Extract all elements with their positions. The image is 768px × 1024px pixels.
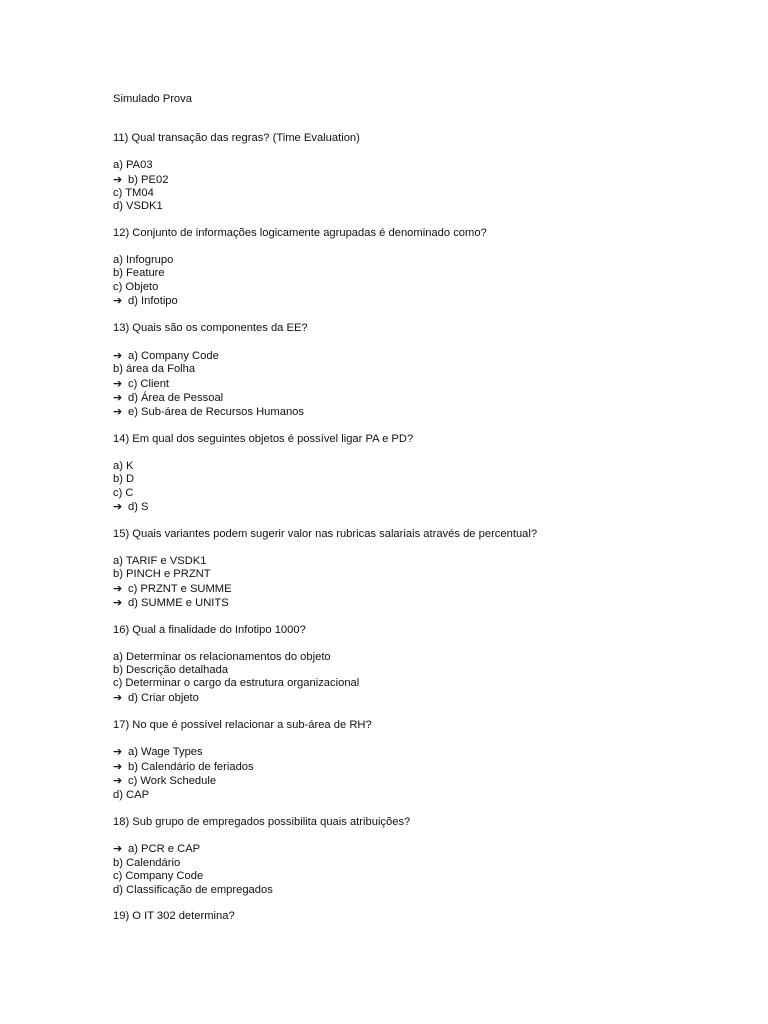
- question-block: [113, 624, 713, 705]
- answer-option: [113, 677, 713, 690]
- answer-option-text: a) Company Code: [128, 349, 219, 362]
- question-block: [113, 719, 713, 802]
- answer-option: [113, 760, 713, 774]
- answer-option: [113, 391, 713, 405]
- arrow-right-icon: ➔: [113, 172, 123, 186]
- answer-option: [113, 568, 713, 581]
- arrow-right-icon: ➔: [113, 842, 123, 856]
- answer-option-text: c) TM04: [113, 187, 154, 200]
- answer-option-text: b) PINCH e PRZNT: [113, 568, 211, 581]
- answer-option: [113, 267, 713, 280]
- answer-option-text: d) CAP: [113, 788, 150, 801]
- answer-option-text: b) área da Folha: [113, 363, 196, 376]
- answer-option: [113, 281, 713, 294]
- answer-option-text: d) Criar objeto: [128, 691, 199, 704]
- question-list: [113, 132, 713, 923]
- answer-option: [113, 377, 713, 391]
- answer-option-text: a) Determinar os relacionamentos do objeto: [113, 650, 331, 663]
- answer-option: [113, 460, 713, 473]
- answer-option: [113, 870, 713, 883]
- answer-option-text: a) Wage Types: [128, 746, 203, 759]
- answer-option: [113, 187, 713, 200]
- arrow-right-icon: ➔: [113, 596, 123, 610]
- question-text: 17) No que é possível relacionar a sub-área de RH?: [113, 718, 372, 731]
- answer-option: [113, 500, 713, 514]
- answer-option-text: c) Determinar o cargo da estrutura organizacional: [113, 677, 360, 690]
- answer-option-text: c) C: [113, 486, 134, 499]
- answer-option: [113, 200, 713, 213]
- question-block: [113, 132, 713, 213]
- question-text: 14) Em qual dos seguintes objetos é possível ligar PA e PD?: [113, 433, 414, 446]
- answer-option: [113, 596, 713, 610]
- answer-option: [113, 857, 713, 870]
- document-page: [113, 93, 713, 937]
- arrow-right-icon: ➔: [113, 391, 123, 405]
- answer-option: [113, 405, 713, 419]
- arrow-right-icon: ➔: [113, 745, 123, 759]
- answer-option: [113, 349, 713, 363]
- answer-option-text: e) Sub-área de Recursos Humanos: [128, 406, 304, 419]
- question-text: 15) Quais variantes podem sugerir valor nas rubricas salariais através de percentual?: [113, 528, 538, 541]
- answer-option-text: c) PRZNT e SUMME: [128, 582, 232, 595]
- answer-option-text: d) Infotipo: [128, 295, 178, 308]
- answer-option-text: b) PE02: [128, 173, 169, 186]
- arrow-right-icon: ➔: [113, 405, 123, 419]
- arrow-right-icon: ➔: [113, 294, 123, 308]
- arrow-right-icon: ➔: [113, 348, 123, 362]
- answer-option-text: c) Work Schedule: [128, 775, 217, 788]
- answer-option: [113, 254, 713, 267]
- answer-option: [113, 582, 713, 596]
- question-text: 18) Sub grupo de empregados possibilita quais atribuições?: [113, 815, 411, 828]
- question-text: 16) Qual a finalidade do Infotipo 1000?: [113, 623, 306, 636]
- answer-option-text: a) K: [113, 460, 134, 473]
- arrow-right-icon: ➔: [113, 690, 123, 704]
- answer-option: [113, 555, 713, 568]
- answer-option-text: d) VSDK1: [113, 200, 163, 213]
- answer-option: [113, 842, 713, 856]
- answer-option-text: b) Descrição detalhada: [113, 664, 229, 677]
- answer-option: [113, 691, 713, 705]
- answer-option-text: d) Área de Pessoal: [128, 392, 224, 405]
- answer-option-text: d) Classificação de empregados: [113, 883, 273, 896]
- answer-option-text: c) Objeto: [113, 280, 159, 293]
- answer-option: [113, 487, 713, 500]
- question-block: [113, 910, 713, 923]
- question-text: 19) O IT 302 determina?: [113, 910, 235, 923]
- document-title: Simulado Prova: [113, 93, 192, 105]
- answer-option: [113, 651, 713, 664]
- answer-option: [113, 745, 713, 759]
- answer-option: [113, 884, 713, 897]
- arrow-right-icon: ➔: [113, 376, 123, 390]
- question-block: [113, 528, 713, 610]
- answer-option: [113, 789, 713, 802]
- answer-option-text: a) PCR e CAP: [128, 843, 201, 856]
- arrow-right-icon: ➔: [113, 759, 123, 773]
- answer-option: [113, 363, 713, 376]
- question-block: [113, 322, 713, 420]
- answer-option-text: a) TARIF e VSDK1: [113, 554, 207, 567]
- answer-option-text: a) Infogrupo: [113, 254, 174, 267]
- question-text: 12) Conjunto de informações logicamente agrupadas é denominado como?: [113, 227, 487, 240]
- arrow-right-icon: ➔: [113, 774, 123, 788]
- question-block: [113, 816, 713, 897]
- answer-option-text: b) Calendário de feriados: [128, 760, 254, 773]
- answer-option-text: d) S: [128, 501, 149, 514]
- answer-option: [113, 664, 713, 677]
- answer-option-text: d) SUMME e UNITS: [128, 597, 229, 610]
- answer-option-text: a) PA03: [113, 159, 153, 172]
- answer-option: [113, 294, 713, 308]
- question-block: [113, 227, 713, 308]
- answer-option: [113, 774, 713, 788]
- question-text: 13) Quais são os componentes da EE?: [113, 322, 308, 335]
- arrow-right-icon: ➔: [113, 581, 123, 595]
- arrow-right-icon: ➔: [113, 500, 123, 514]
- answer-option: [113, 159, 713, 172]
- question-text: 11) Qual transação das regras? (Time Evaluation): [113, 132, 360, 145]
- question-block: [113, 433, 713, 514]
- answer-option-text: b) Calendário: [113, 856, 181, 869]
- answer-option-text: c) Client: [128, 377, 170, 390]
- answer-option-text: c) Company Code: [113, 870, 204, 883]
- answer-option: [113, 473, 713, 486]
- answer-option: [113, 173, 713, 187]
- answer-option-text: b) Feature: [113, 267, 165, 280]
- answer-option-text: b) D: [113, 473, 135, 486]
